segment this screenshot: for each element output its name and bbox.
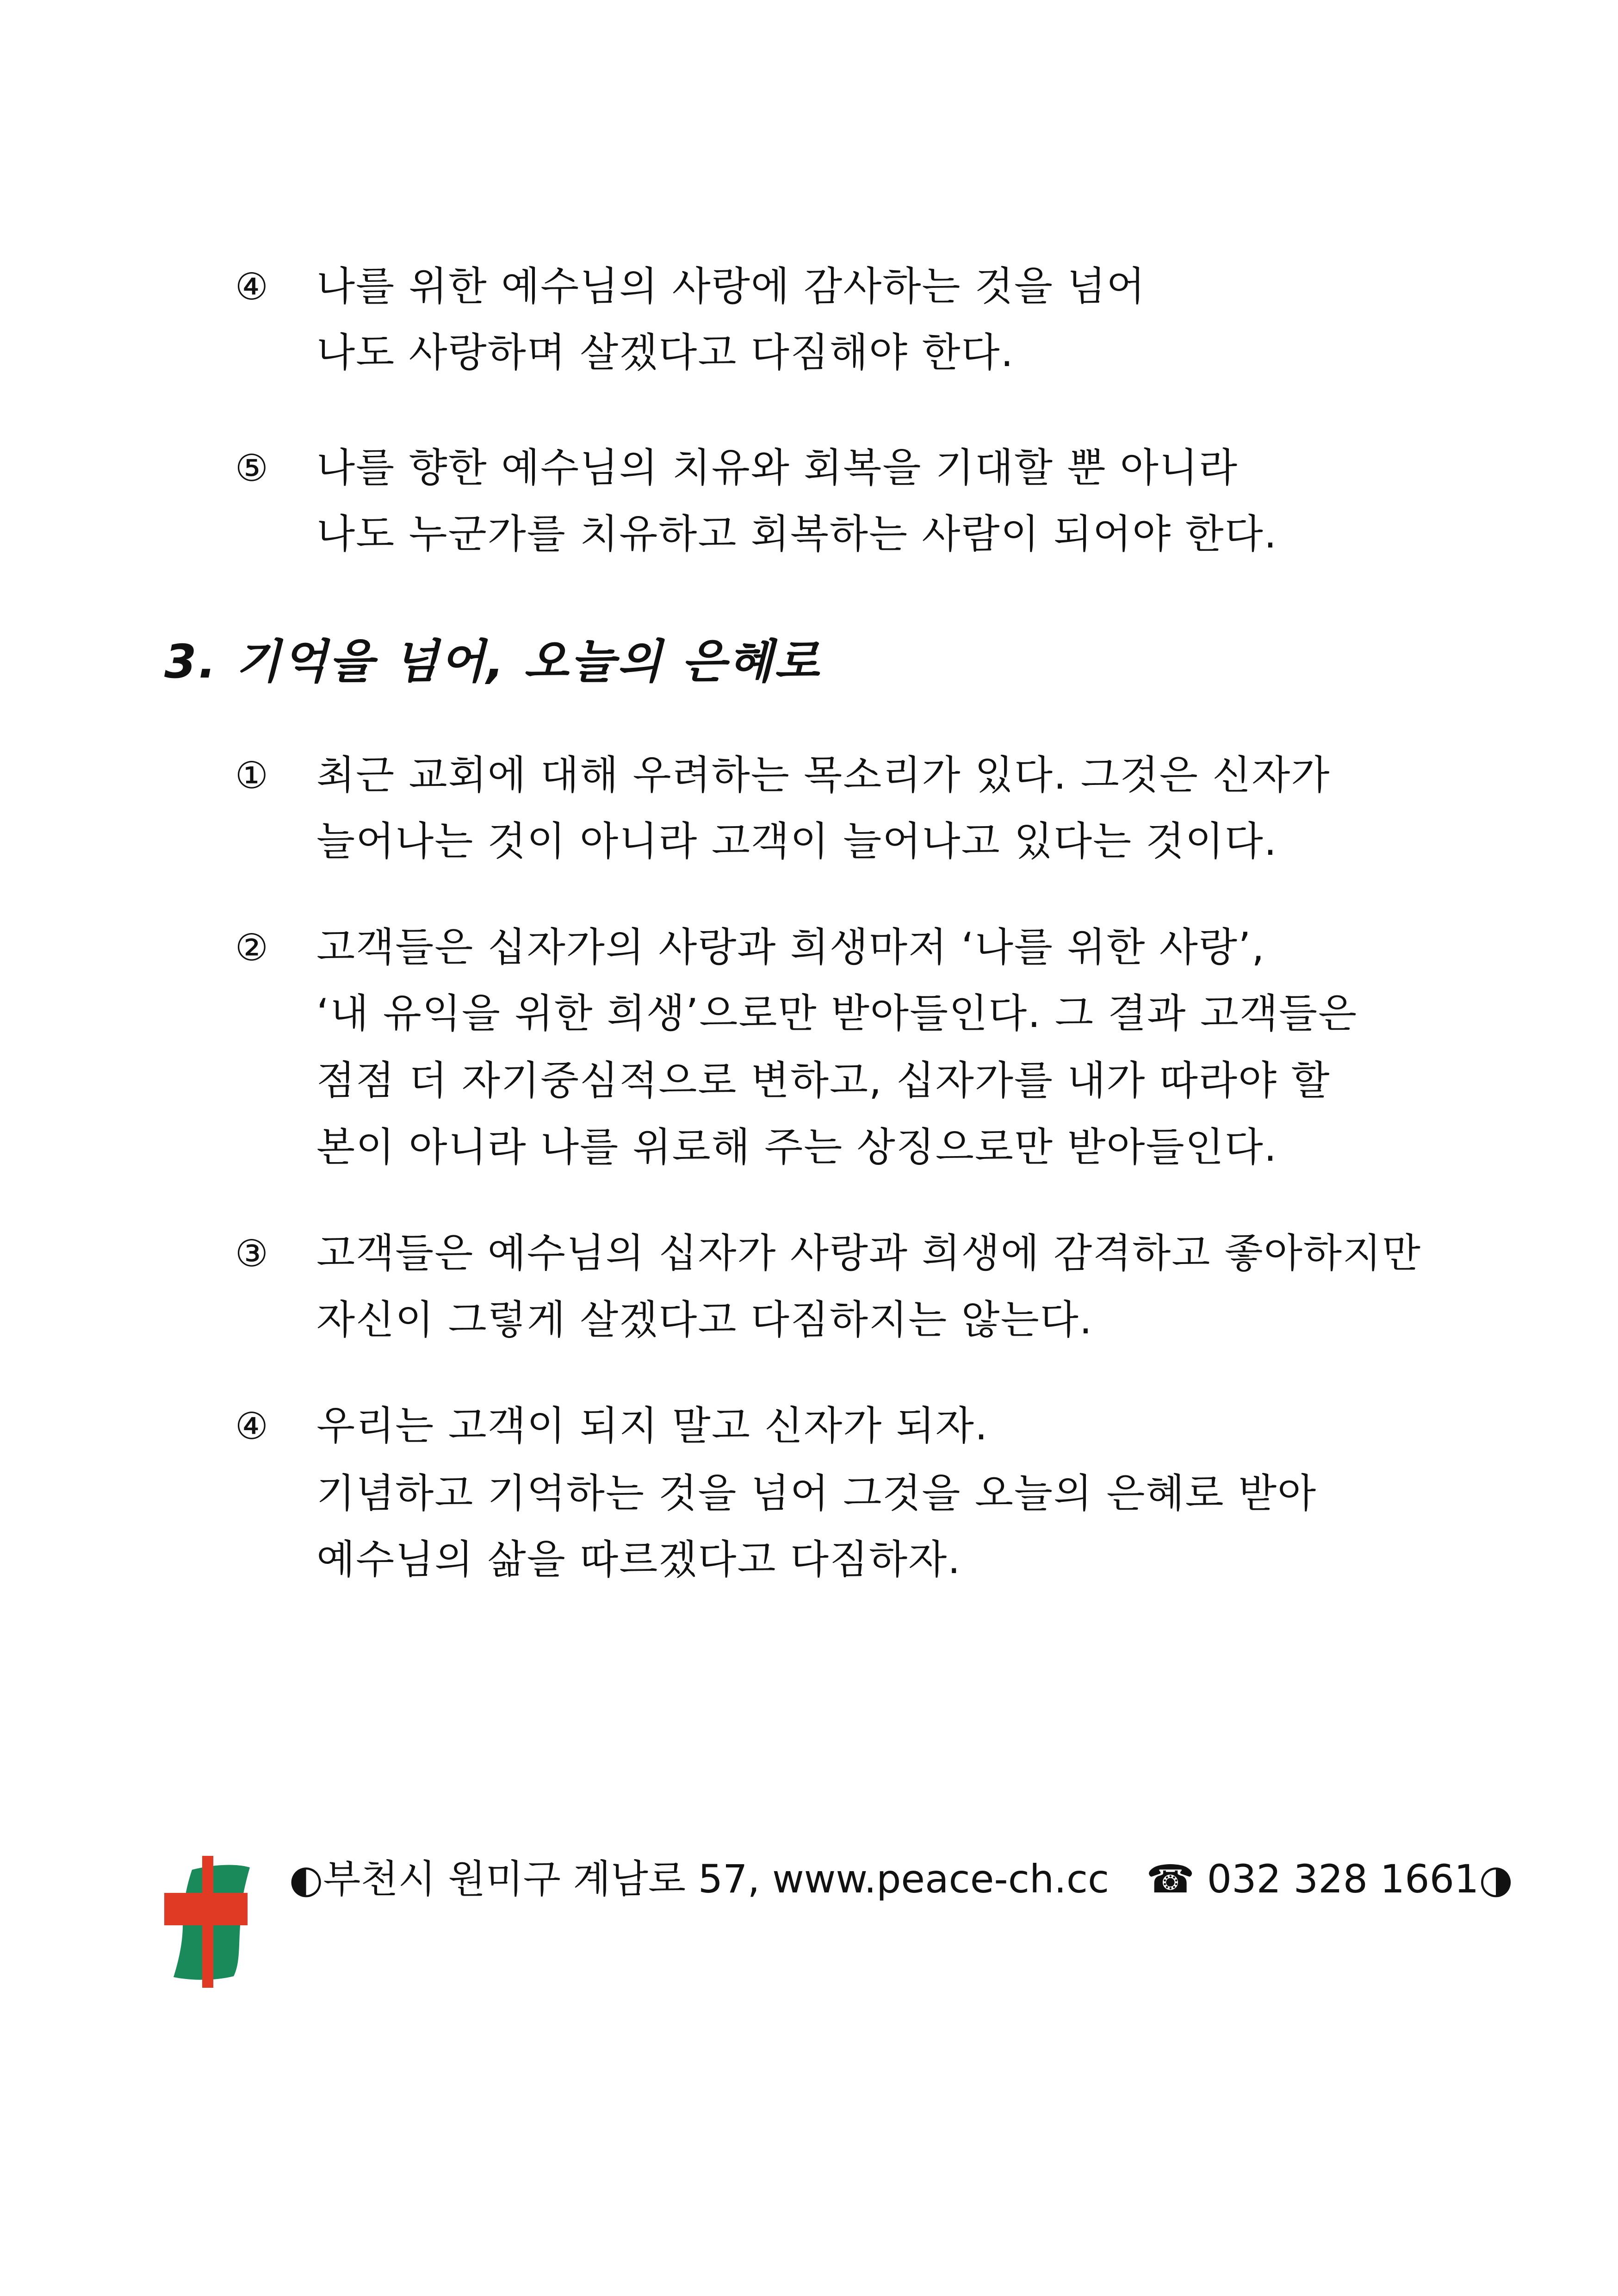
item-line: 자신이 그렇게 살겠다고 다짐하지는 않는다. (316, 1297, 1093, 1343)
item-line: 점점 더 자기중심적으로 변하고, 십자가를 내가 따라야 할 (316, 1058, 1331, 1104)
item-line: ‘내 유익을 위한 희생’으로만 받아들인다. 그 결과 고객들은 (316, 990, 1358, 1037)
item-line: 늘어나는 것이 아니라 고객이 늘어나고 있다는 것이다. (316, 818, 1278, 865)
section-heading: 3. 기억을 넘어, 오늘의 은혜로 (164, 635, 821, 689)
item-marker: ④ (235, 1405, 268, 1448)
item-line: 본이 아니라 나를 위로해 주는 상징으로만 받아들인다. (316, 1124, 1278, 1170)
item-line: 예수님의 삶을 따르겠다고 다짐하자. (316, 1537, 961, 1583)
item-line: 나를 위한 예수님의 사랑에 감사하는 것을 넘어 (316, 263, 1146, 310)
item-line: 고객들은 십자가의 사랑과 희생마저 ‘나를 위한 사랑’, (316, 924, 1265, 971)
item-line: 나도 누군가를 치유하고 회복하는 사람이 되어야 한다. (316, 511, 1278, 557)
item-marker: ⑤ (235, 447, 268, 490)
church-logo-icon (164, 1856, 252, 1988)
item-marker: ③ (235, 1232, 268, 1275)
item-line: 최근 교회에 대해 우려하는 목소리가 있다. 그것은 신자가 (316, 752, 1331, 798)
item-line: 기념하고 기억하는 것을 넘어 그것을 오늘의 은혜로 받아 (316, 1470, 1317, 1517)
item-line: 우리는 고객이 되지 말고 신자가 되자. (316, 1403, 989, 1449)
item-marker: ④ (235, 265, 268, 308)
item-marker: ① (235, 754, 268, 797)
item-line: 나도 사랑하며 살겠다고 다짐해야 한다. (316, 330, 1014, 376)
footer-contact: ◐부천시 원미구 계남로 57, www.peace-ch.cc ☎ 032 328 1661◑ (289, 1856, 1513, 1902)
item-line: 고객들은 예수님의 십자가 사랑과 희생에 감격하고 좋아하지만 (316, 1230, 1421, 1276)
item-marker: ② (235, 926, 268, 969)
item-line: 나를 향한 예수님의 치유와 회복을 기대할 뿐 아니라 (316, 445, 1238, 491)
